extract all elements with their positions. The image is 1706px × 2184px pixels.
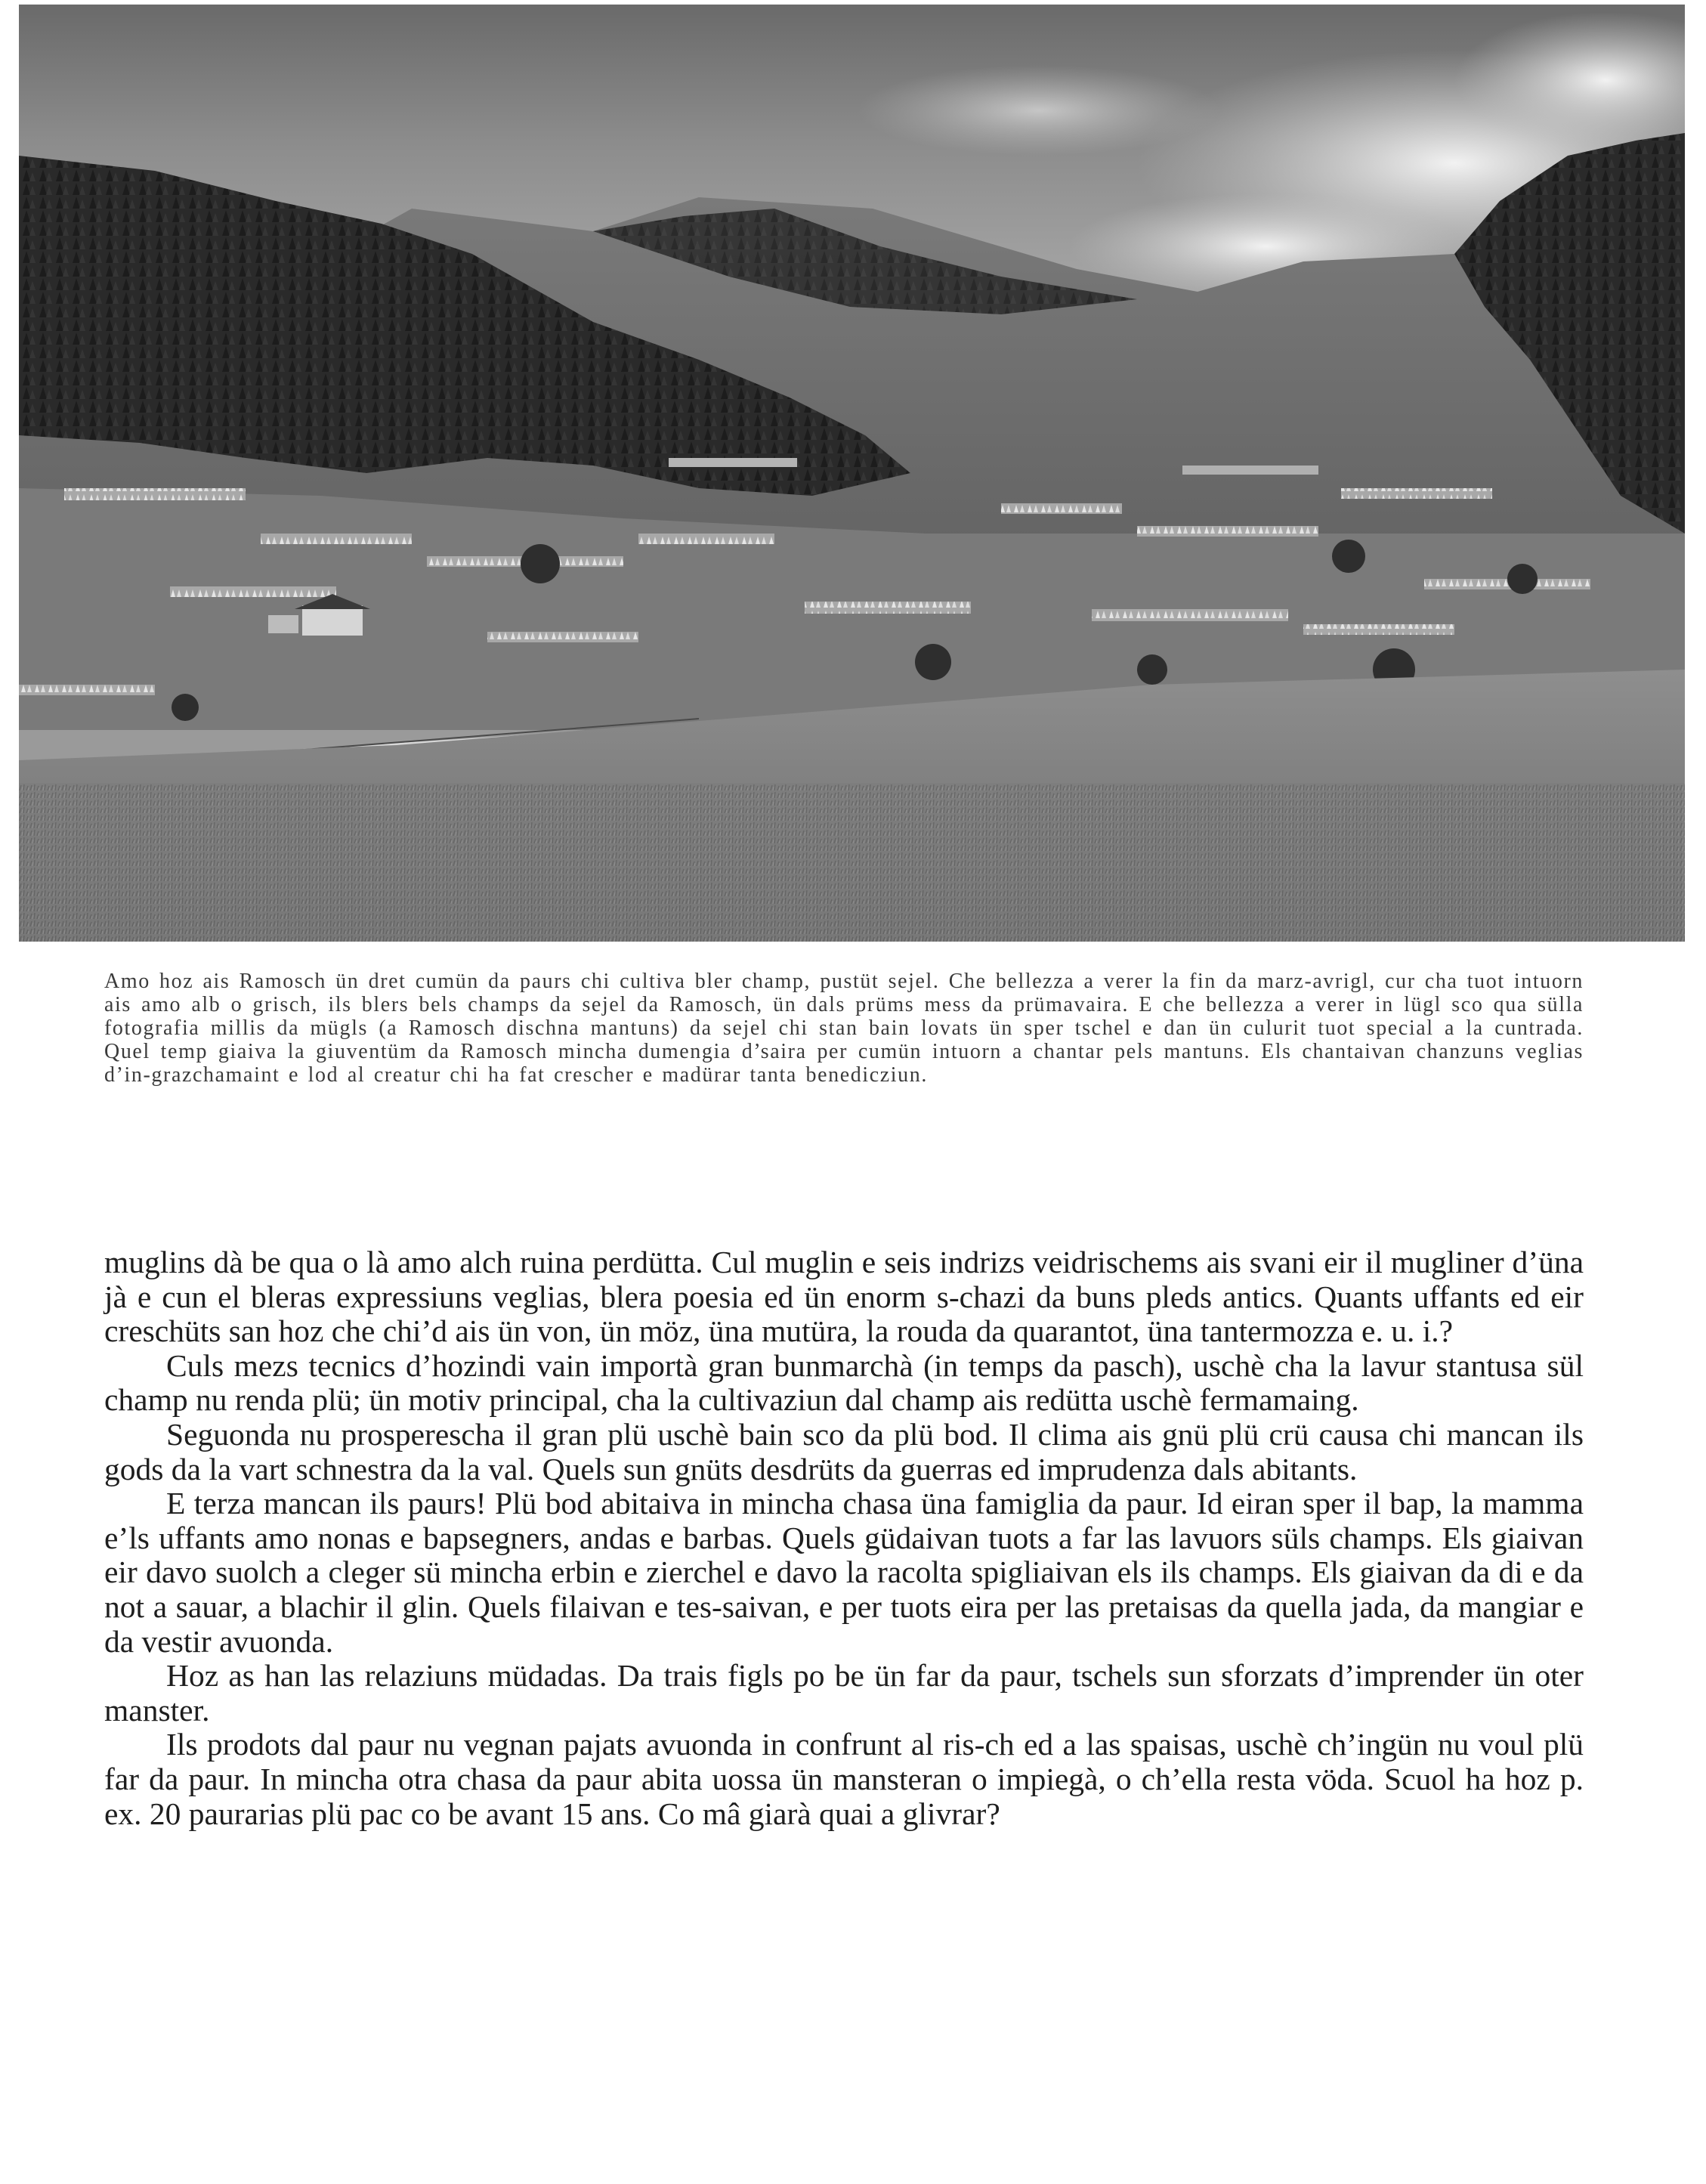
- paragraph-2: Culs mezs tecnics d’hozindi vain importà gran bunmarchà (in temps da pasch), uschè cha la lavur stantusa sül champ nu renda plü; ün motiv principal, cha la cultivaziun dal champ ais redütta uschè fermamaing.: [104, 1347, 1584, 1418]
- paragraph-3: Seguonda nu prosperescha il gran plü uschè bain sco da plü bod. Il clima ais gnü plü crü causa chi mancan ils gods da la vart schnestra da la val. Quels sun gnüts desdrüts da guerras ed imprudenza dals abitants.: [104, 1416, 1584, 1486]
- photo-caption: Amo hoz ais Ramosch ün dret cumün da paurs chi cultiva bler champ, pustüt sejel. Che bellezza a verer la fin da marz-avrigl, cur cha tuot intuorn ais amo alb o grisch, ils blers bels champs da sejel da Ramosch, ün dals prüms mess da prümavaira. E che bellezza a verer in lügl sco qua sülla fotografia millis da mügls (a Ramosch dischna mantuns) da sejel chi stan bain lovats ün sper tschel e dan ün culurit tuot special a la cuntrada. Quel temp giaiva la giuventüm da Ramosch mincha dumengia d’saira per cumün intuorn a chantar pels mantuns. Els chantaivan chanzuns veglias d’in-grazchamaint e lod al creatur chi ha fat crescher e madürar tanta benedicziun.: [104, 970, 1584, 1087]
- article-body: [104, 1245, 1584, 1831]
- paragraph-4: E terza mancan ils paurs! Plü bod abitaiva in mincha chasa üna famiglia da paur. Id eiran sper il bap, la mamma e’ls uffants amo nonas e bapsegners, andas e barbas. Quels güdaivan tuots a far las lavuors süls champs. Els giaivan eir davo suolch a cleger sü mincha erbin e zierchel e davo la racolta spigliaivan els ils champs. Els giaivan da di e da not a sauar, a blachir il glin. Quels filaivan e tes-saivan, e per tuots eira per las pretaisas da quella jada, da mangiar e da vestir avuonda.: [104, 1486, 1584, 1659]
- landscape-photo: [19, 5, 1685, 942]
- landscape-photo-icon: [19, 5, 1685, 942]
- paragraph-6: Ils prodots dal paur nu vegnan pajats avuonda in confrunt al ris-ch ed a las spaisas, uschè ch’ingün nu voul plü far da paur. In mincha otra chasa da paur abita uossa ün mansteran o impiegà, o ch’ella resta vöda. Scuol ha hoz p. ex. 20 paurarias plü pac co be avant 15 ans. Co mâ giarà quai a glivrar?: [104, 1727, 1584, 1831]
- paragraph-1: muglins dà be qua o là amo alch ruina perdütta. Cul muglin e seis indrizs veidrischems ais svani eir il mugliner d’üna jà e cun el bleras expressiuns veglias, blera poesia ed ün enorm s-chazi da buns pleds antics. Quants uffants ed eir creschüts san hoz che chi’d ais ün von, ün möz, üna mutüra, la rouda da quarantot, üna tantermozza e. u. i.?: [104, 1245, 1584, 1349]
- paragraph-5: Hoz as han las relaziuns müdadas. Da trais figls po be ün far da paur, tschels sun sforzats d’imprender ün oter manster.: [104, 1658, 1584, 1728]
